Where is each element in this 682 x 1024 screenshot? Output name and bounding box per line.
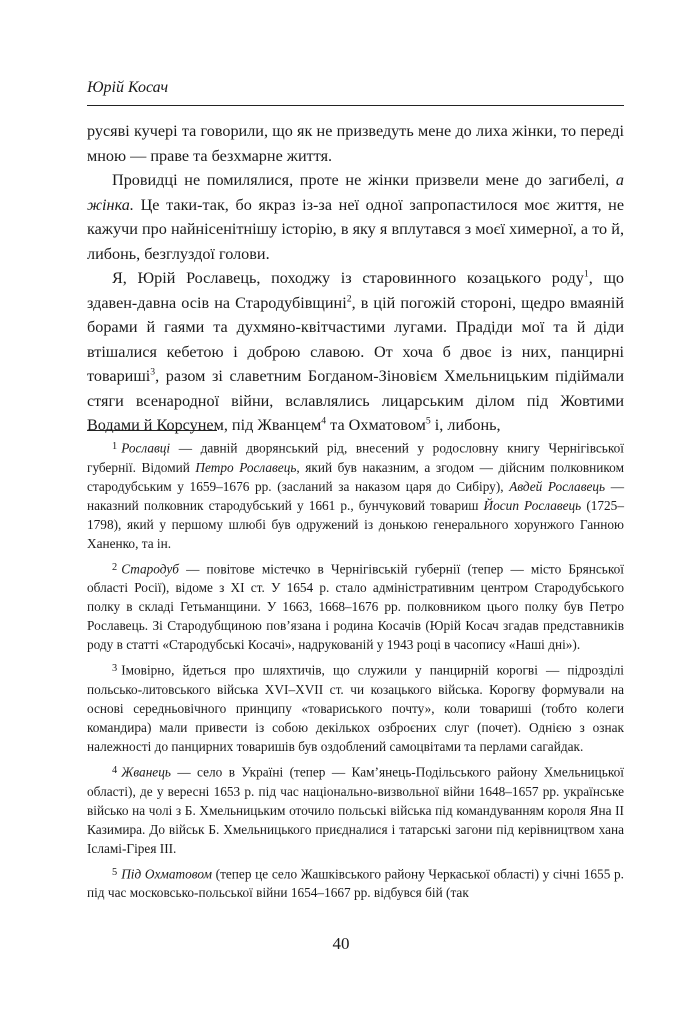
footnote-5-term: Під Охматовом bbox=[121, 866, 212, 882]
footnote-3 bbox=[87, 659, 624, 756]
paragraph-2-emphasis: а жінка. bbox=[87, 171, 624, 214]
header-rule bbox=[87, 105, 624, 106]
footnote-1-name-yosyp: Йосип Рославець bbox=[483, 497, 582, 513]
main-text bbox=[87, 119, 624, 438]
running-header-author: Юрій Косач bbox=[87, 79, 169, 96]
footnote-1-name-avdei: Авдей Рославець bbox=[509, 478, 606, 494]
paragraph-3-text-d: , разом зі славетним Богданом-Зіновієм Хмельницьким підіймали стяги всенародної війни, вславлялись лицарським ділом під Жовтими Водами й Корсунем, під Жванцем bbox=[87, 367, 624, 434]
footnote-ref-5: 5 bbox=[425, 415, 431, 427]
paragraph-2-text-c: Це таки-так, бо якраз із-за неї одної запропастилося моє життя, не кажучи про найнісенітнішу історію, в яку я вплутався з моєї химерної, а то й, либонь, безглуздої голови. bbox=[87, 195, 625, 263]
paragraph-3-text-c: , в цій погожій стороні, щедро вмаяній борами й гаями та духмяно-квітчастими лугами. Прадіди мої та й діди втішалися кебетою і доброю славою. От хоча б двоє із них, панцирні товариші bbox=[87, 293, 624, 385]
paragraph-1: русяві кучері та говорили, що як не призведуть мене до лиха жінки, то переді мною — праве та безхмарне життя. bbox=[87, 122, 624, 165]
footnote-separator bbox=[87, 430, 217, 431]
page-number: 40 bbox=[332, 934, 350, 953]
footnote-1-name-petro: Петро Рославець bbox=[195, 459, 297, 475]
footnote-5 bbox=[87, 863, 624, 903]
footnote-1-term: Рославці bbox=[121, 440, 171, 456]
paragraph-3-text-a: Я, Юрій Рославець, походжу із старовинного козацького роду bbox=[112, 269, 584, 287]
footnote-1-number: 1 bbox=[112, 441, 118, 452]
paragraph-2-text-a: Провидці не помилялися, проте не жінки призвели мене до загибелі, bbox=[112, 171, 610, 189]
footnote-3-number: 3 bbox=[112, 663, 118, 675]
footnote-2 bbox=[87, 558, 624, 655]
footnote-1-text-2: , який був наказним, а згодом — дійсним полковником стародубським у 1659–1676 рр. (засланий за наказом царя до Сибіру), bbox=[87, 459, 624, 494]
footnote-1-text-4: (1725–1798), який у першому шлюбі був одружений із донькою генерального хорунжого Ганною Ханенко, та ін. bbox=[87, 497, 624, 551]
footnote-ref-2: 2 bbox=[346, 293, 352, 305]
footnotes bbox=[87, 437, 624, 907]
footnote-5-number: 5 bbox=[112, 866, 118, 878]
footnote-4-term: Жванець bbox=[121, 764, 171, 780]
footnote-4 bbox=[87, 761, 624, 858]
footnote-4-text: — село в Україні (тепер — Кам’янець-Подільського району Хмельницької області), де у вересні 1653 р. під час національно-визвольної війни 1648–1657 рр. українське військо на чолі з Б. Хмельницьким оточило польські війська під командуванням короля Яна ІІ Казимира. До військ Б. Хмельницького приєдналися і татарські загони під керівництвом хана Ісламі-Гірея ІІІ. bbox=[87, 764, 624, 856]
footnote-2-term: Стародуб bbox=[121, 561, 179, 577]
paragraph-3-text-b: , що здавен-давна осів на Стародубівщині bbox=[87, 269, 624, 312]
footnote-ref-4: 4 bbox=[321, 415, 327, 427]
footnote-3-text: Імовірно, йдеться про шляхтичів, що служили у панцирній корогві — підрозділі польсько-литовського війська XVI–XVII ст. чи козацького війська. Корогву формували на основі середньовічного принципу «товариського почту», коли товариші (тобто колеги командира) мали привести із собою декількох озброєних слуг (почет). Однією з ознак належності до панцирних товаришів був оздоблений самоцвітами та перлами сагайдак. bbox=[87, 662, 624, 754]
paragraph-3 bbox=[87, 266, 624, 438]
footnote-2-text: — повітове містечко в Чернігівській губернії (тепер — місто Брянської області Росії), відоме з XI ст. У 1654 р. стало адміністративним центром Стародубського полку в складі Гетьманщини. У 1663, 1668–1676 рр. полковником цього полку був Петро Рославець. Зі Стародубщиною пов’язана і родина Косачів (Юрій Косач згадав представників роду в статті «Стародубські Косачі», надрукованій у 1943 році в часопису «Наші дні»). bbox=[87, 561, 624, 653]
paragraph-3-text-e: та Охматовом bbox=[326, 416, 426, 434]
footnote-ref-1: 1 bbox=[583, 268, 589, 280]
footnote-1-text-3: — наказний полковник стародубський у 1661 р., бунчуковий товариш bbox=[87, 478, 625, 513]
footnote-ref-3: 3 bbox=[150, 366, 156, 378]
paragraph-2 bbox=[87, 168, 624, 266]
footnote-1 bbox=[87, 437, 624, 553]
footnote-2-number: 2 bbox=[112, 561, 118, 573]
footnote-4-number: 4 bbox=[112, 764, 118, 776]
paragraph-3-text-f: і, либонь, bbox=[430, 416, 501, 434]
footnote-5-text: (тепер це село Жашківського району Черкаської області) у січні 1655 р. під час московсько-польської війни 1654–1667 рр. відбувся бій (так bbox=[87, 866, 624, 901]
footnote-1-text-1: — давній дворянський рід, внесений у родословну книгу Чернігівської губернії. Відомий bbox=[87, 440, 624, 475]
